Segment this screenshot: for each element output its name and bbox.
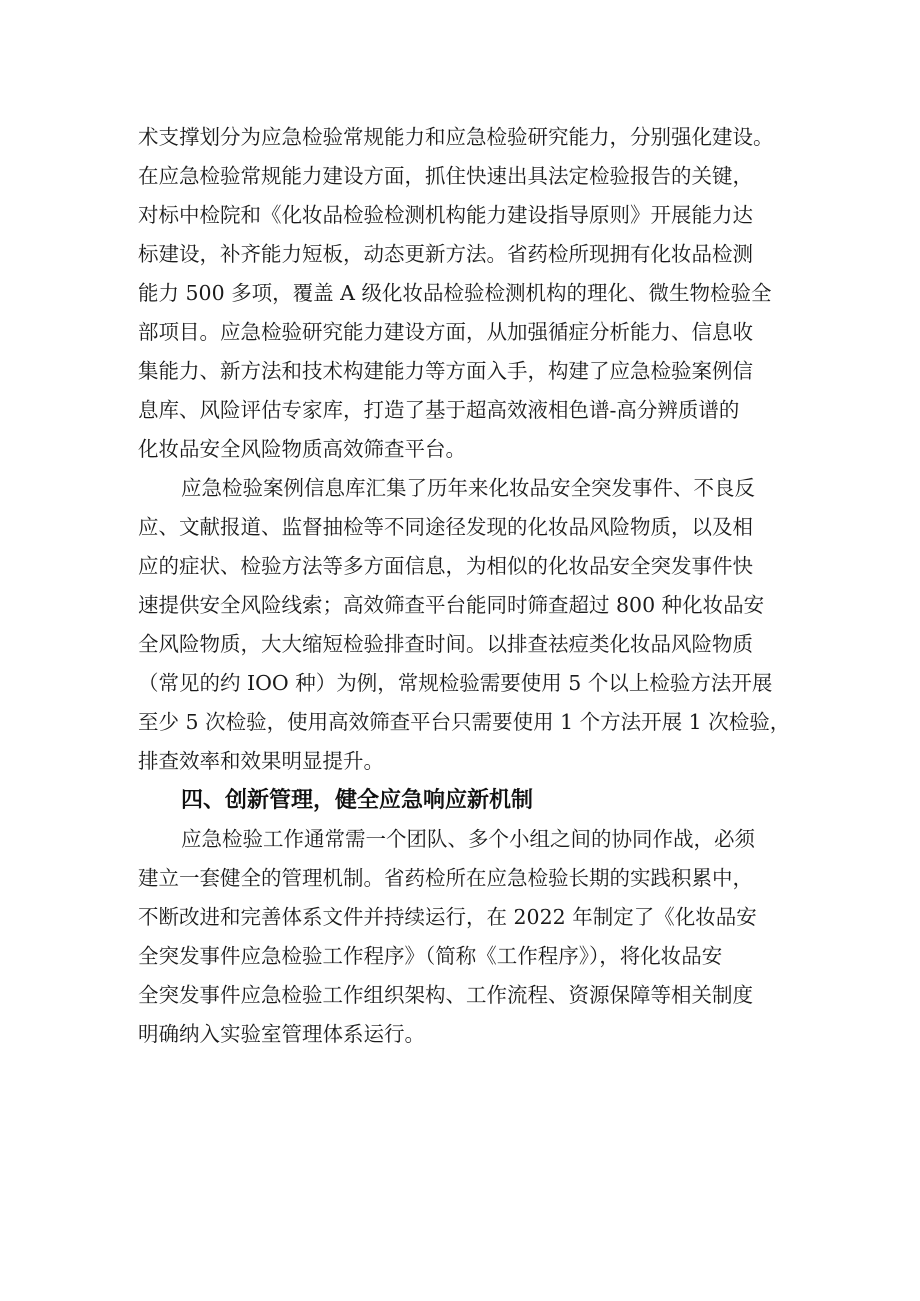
paragraph-line: 应急检验工作通常需一个团队、多个小组之间的协同作战，必须 [181, 827, 755, 851]
paragraph-line: 能力 500 多项，覆盖 A 级化妆品检验检测机构的理化、微生物检验全 [138, 281, 772, 305]
paragraph-line: 全突发事件应急检验工作组织架构、工作流程、资源保障等相关制度 [138, 983, 753, 1007]
paragraph-line: 集能力、新方法和技术构建能力等方面入手，构建了应急检验案例信 [138, 359, 753, 383]
paragraph-line: 至少 5 次检验，使用高效筛查平台只需要使用 1 个方法开展 1 次检验， [138, 710, 791, 734]
document-body [138, 118, 803, 1054]
section-heading: 四、创新管理，健全应急响应新机制 [181, 788, 534, 813]
paragraph-line: 不断改进和完善体系文件并持续运行，在 2022 年制定了《化妆品安 [138, 905, 757, 929]
paragraph-line: 息库、风险评估专家库，打造了基于超高效液相色谱-高分辨质谱的 [138, 398, 740, 422]
paragraph-line: 术支撑划分为应急检验常规能力和应急检验研究能力，分别强化建设。 [138, 125, 774, 149]
paragraph-line: 部项目。应急检验研究能力建设方面，从加强循症分析能力、信息收 [138, 320, 753, 344]
paragraph-line: 应、文献报道、监督抽检等不同途径发现的化妆品风险物质，以及相 [138, 515, 753, 539]
paragraph-line: 在应急检验常规能力建设方面，抓住快速出具法定检验报告的关键， [138, 164, 753, 188]
paragraph-line: 化妆品安全风险物质高效筛查平台。 [138, 437, 466, 461]
paragraph-2 [138, 469, 803, 781]
paragraph-line: 明确纳入实验室管理体系运行。 [138, 1022, 425, 1046]
paragraph-line: 标建设，补齐能力短板，动态更新方法。省药检所现拥有化妆品检测 [138, 242, 753, 266]
paragraph-line: 全突发事件应急检验工作程序》（简称《工作程序》），将化妆品安 [138, 944, 723, 968]
paragraph-line: 建立一套健全的管理机制。省药检所在应急检验长期的实践积累中， [138, 866, 753, 890]
paragraph-line: 全风险物质，大大缩短检验排查时间。以排查祛痘类化妆品风险物质 [138, 632, 753, 656]
paragraph-line: 应急检验案例信息库汇集了历年来化妆品安全突发事件、不良反 [181, 476, 755, 500]
paragraph-line: 排查效率和效果明显提升。 [138, 749, 384, 773]
paragraph-line: 对标中检院和《化妆品检验检测机构能力建设指导原则》开展能力达 [138, 203, 753, 227]
paragraph-1 [138, 118, 803, 469]
paragraph-line: 速提供安全风险线索；高效筛查平台能同时筛查超过 800 种化妆品安 [138, 593, 765, 617]
paragraph-line: （常见的约 IOO 种）为例，常规检验需要使用 5 个以上检验方法开展 [138, 671, 773, 695]
paragraph-3 [138, 820, 803, 1054]
paragraph-line: 应的症状、检验方法等多方面信息，为相似的化妆品安全突发事件快 [138, 554, 753, 578]
